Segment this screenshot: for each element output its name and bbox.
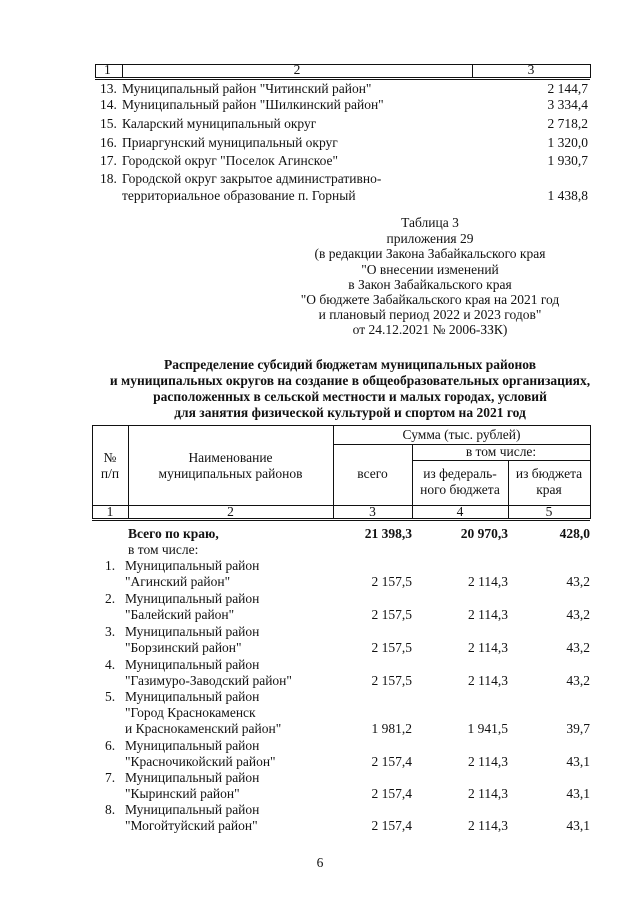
title-line: Распределение субсидий бюджетам муниципальных районов [163, 357, 537, 372]
row-name: Муниципальный район [125, 558, 260, 573]
reference-line: (в редакции Закона Забайкальского края [314, 246, 546, 261]
reference-line: и плановый период 2022 и 2023 годов" [318, 307, 542, 322]
header-sum: Сумма (тыс. рублей) [402, 427, 521, 442]
colnum-4: 4 [456, 504, 464, 519]
header-federal: из федераль- [423, 466, 497, 481]
row-regional: 43,2 [566, 673, 590, 688]
row-value: 1 930,7 [547, 153, 588, 168]
row-number: 15. [100, 116, 117, 131]
total-label: Всего по краю, [128, 526, 219, 541]
top-table-col2-num: 2 [293, 62, 301, 77]
row-number: 5. [105, 689, 116, 704]
row-name-2: "Кыринский район" [125, 786, 240, 801]
row-name: Муниципальный район [125, 770, 260, 785]
row-regional: 43,1 [566, 818, 590, 833]
row-name-2: "Балейский район" [125, 607, 235, 622]
colnum-3: 3 [369, 504, 376, 519]
row-name: Городской округ "Поселок Агинское" [122, 153, 339, 168]
row-number: 6. [105, 738, 116, 753]
row-name-3: и Краснокаменский район" [125, 721, 282, 736]
row-name: Муниципальный район [125, 738, 260, 753]
total-regional: 428,0 [559, 526, 590, 541]
row-federal: 2 114,3 [468, 818, 508, 833]
row-number: 3. [105, 624, 116, 639]
row-name: Муниципальный район "Читинский район" [122, 81, 372, 96]
row-name-2: "Борзинский район" [125, 640, 242, 655]
row-federal: 2 114,3 [468, 607, 508, 622]
row-number: 4. [105, 657, 116, 672]
reference-line: "О внесении изменений [361, 262, 499, 277]
row-number: 14. [100, 97, 117, 112]
row-total: 2 157,5 [371, 607, 412, 622]
row-total: 2 157,5 [371, 673, 412, 688]
reference-line: "О бюджете Забайкальского края на 2021 год [300, 292, 560, 307]
title-line: и муниципальных округов на создание в общеобразовательных организациях, [109, 373, 591, 388]
row-name: Муниципальный район [125, 689, 260, 704]
header-name-2: муниципальных районов [158, 466, 303, 481]
row-number: 1. [105, 558, 116, 573]
row-name: Каларский муниципальный округ [122, 116, 317, 131]
row-number: 2. [105, 591, 116, 606]
row-name: Приаргунский муниципальный округ [122, 135, 338, 150]
row-federal: 2 114,3 [468, 754, 508, 769]
row-value: 3 334,4 [547, 97, 588, 112]
total-federal: 20 970,3 [460, 526, 508, 541]
row-name-2: "Агинский район" [125, 574, 231, 589]
header-num: № [103, 450, 117, 465]
row-name-cont: территориальное образование п. Горный [122, 188, 356, 203]
row-total: 2 157,4 [371, 818, 412, 833]
row-name: Муниципальный район [125, 657, 260, 672]
total-all: 21 398,3 [364, 526, 412, 541]
row-regional: 43,1 [566, 754, 590, 769]
row-name: Муниципальный район [125, 591, 260, 606]
row-name: Муниципальный район "Шилкинский район" [122, 97, 384, 112]
row-number: 13. [100, 81, 117, 96]
colnum-5: 5 [545, 504, 553, 519]
header-regional: из бюджета [515, 466, 583, 481]
row-name: Муниципальный район [125, 802, 260, 817]
header-name: Наименование [188, 450, 273, 465]
row-value: 1 438,8 [547, 188, 588, 203]
row-federal: 2 114,3 [468, 574, 508, 589]
row-name: Муниципальный район [125, 624, 260, 639]
colnum-1: 1 [106, 504, 114, 519]
colnum-2: 2 [227, 504, 234, 519]
row-total: 2 157,4 [371, 786, 412, 801]
row-total: 2 157,5 [371, 574, 412, 589]
reference-line: в Закон Забайкальского края [348, 277, 512, 292]
row-regional: 43,1 [566, 786, 590, 801]
row-name-2: "Газимуро-Заводский район" [125, 673, 292, 688]
row-number: 7. [105, 770, 116, 785]
reference-line: Таблица 3 [401, 215, 459, 230]
row-total: 2 157,5 [371, 640, 412, 655]
row-number: 18. [100, 171, 117, 186]
header-regional-2: края [536, 482, 562, 497]
row-number: 8. [105, 802, 116, 817]
header-federal-2: ного бюджета [420, 482, 500, 497]
page-number: 6 [316, 855, 324, 870]
row-federal: 2 114,3 [468, 640, 508, 655]
row-federal: 2 114,3 [468, 673, 508, 688]
reference-line: от 24.12.2021 № 2006-ЗЗК) [352, 322, 508, 337]
top-table-col1-num: 1 [104, 62, 111, 77]
row-value: 2 144,7 [547, 81, 588, 96]
header-including: в том числе: [465, 444, 537, 459]
row-name: Городской округ закрытое административно- [122, 171, 382, 186]
row-regional: 39,7 [566, 721, 590, 736]
row-number: 17. [100, 153, 117, 168]
row-regional: 43,2 [566, 607, 590, 622]
row-name-2: "Город Краснокаменск [125, 705, 256, 720]
row-name-2: "Могойтуйский район" [125, 818, 258, 833]
including-label: в том числе: [128, 542, 199, 557]
header-num-2: п/п [100, 466, 120, 481]
row-total: 2 157,4 [371, 754, 412, 769]
header-total: всего [357, 466, 388, 481]
row-regional: 43,2 [566, 574, 590, 589]
row-number: 16. [100, 135, 117, 150]
row-federal: 1 941,5 [467, 721, 508, 736]
row-federal: 2 114,3 [468, 786, 508, 801]
row-value: 1 320,0 [547, 135, 588, 150]
reference-line: приложения 29 [386, 231, 474, 246]
row-value: 2 718,2 [547, 116, 588, 131]
row-total: 1 981,2 [371, 721, 412, 736]
title-line: расположенных в сельской местности и малых городах, условий [153, 389, 547, 404]
row-regional: 43,2 [566, 640, 590, 655]
row-name-2: "Красночикойский район" [125, 754, 276, 769]
title-line: для занятия физической культурой и спортом на 2021 год [174, 405, 526, 420]
top-table-col3-num: 3 [527, 62, 535, 77]
